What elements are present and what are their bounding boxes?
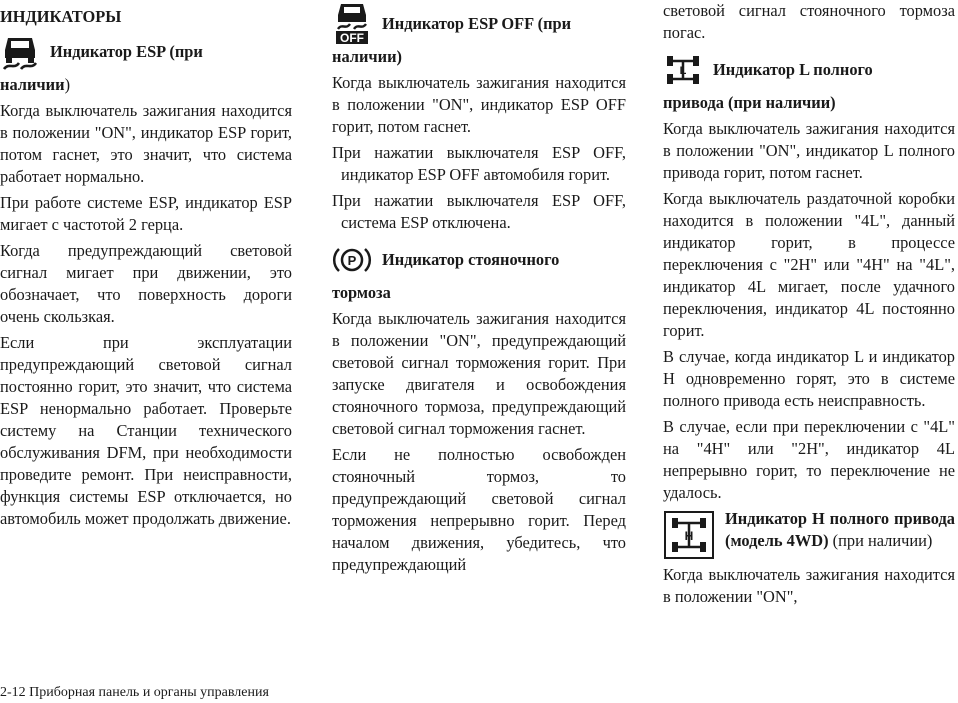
4wd-low-paragraph-2: Когда выключатель раздаточной коробки находится в положении "4L", данный индикатор горит, в процессе переключения с "2H" или "4H" на "4L", индикатор 4L мигает, после удачного переключения, индикатор 4L постоянно горит. <box>663 189 955 340</box>
4wd-high-icon-text: H <box>684 529 694 543</box>
4wd-high-icon <box>663 510 715 560</box>
4wd-low-paragraph-1: Когда выключатель зажигания находится в положении "ON", индикатор L полного привода горит, потом гаснет. <box>663 119 955 182</box>
esp-off-paragraph-2: При нажатии выключателя ESP OFF, индикатор ESP OFF автомобиля горит. <box>332 143 626 184</box>
4wd-low-paragraph-4: В случае, если при переключении с "4L" на "4H" или "2H", индикатор 4L непрерывно горит, то переключение не удалось. <box>663 417 955 502</box>
esp-title-cont-plain: ) <box>64 75 71 94</box>
column-3 <box>663 0 955 612</box>
esp-off-icon-text: OFF <box>340 31 364 45</box>
4wd-high-title-plain: (при наличии) <box>832 531 933 550</box>
parking-paragraph-2: Если не полностью освобожден стояночный тормоз, то предупреждающий световой сигнал торможения непрерывно горит. Перед началом движения, убедитесь, что предупреждающий <box>332 445 626 574</box>
4wd-high-title <box>725 508 955 552</box>
page-footer: 2-12 Приборная панель и органы управления <box>0 685 269 700</box>
esp-paragraph-4: Если при эксплуатации предупреждающий световой сигнал постоянно горит, это значит, что система ESP ненормально работает. Проверьте систему на Станции технического обслуживания DFM, при необходимости проведите ремонт. При неисправности, функция системы ESP отключается, но автомобиль может продолжать движение. <box>0 333 292 528</box>
parking-paragraph-1: Когда выключатель зажигания находится в положении "ON", предупреждающий световой сигнал торможения горит. При запуске двигателя и освобождения стояночного тормоза, предупреждающий световой сигнал торможения гаснет. <box>332 309 626 438</box>
4wd-low-title-cont: привода (при наличии) <box>663 93 836 112</box>
esp-off-title: Индикатор ESP OFF (при <box>382 14 572 33</box>
esp-title-cont-bold: наличии <box>0 75 65 94</box>
esp-heading <box>0 30 292 74</box>
4wd-low-icon <box>663 52 703 88</box>
esp-off-paragraph-1: Когда выключатель зажигания находится в положении "ON", индикатор ESP OFF горит, потом гаснет. <box>332 73 626 136</box>
esp-title: Индикатор ESP (при <box>50 42 203 61</box>
esp-off-paragraph-3: При нажатии выключателя ESP OFF, система ESP отключена. <box>332 191 626 232</box>
parking-brake-title: Индикатор стояночного <box>382 250 560 269</box>
parking-brake-icon-text: P <box>347 253 357 268</box>
4wd-low-paragraph-3: В случае, когда индикатор L и индикатор H одновременно горят, это в системе полного привода есть неисправность. <box>663 347 955 410</box>
4wd-high-paragraph-1: Когда выключатель зажигания находится в положении "ON", <box>663 565 955 606</box>
4wd-low-heading <box>663 48 955 92</box>
esp-car-skid-icon <box>0 34 40 70</box>
esp-title-cont <box>0 74 292 96</box>
parking-brake-heading <box>332 238 626 282</box>
column-1 <box>0 0 292 534</box>
esp-off-icon <box>332 2 372 46</box>
carry-over-text: световой сигнал стояночного тормоза погас. <box>663 1 955 42</box>
esp-paragraph-1: Когда выключатель зажигания находится в положении "ON", индикатор ESP горит, потом гаснет, это значит, что система работает нормально. <box>0 101 292 186</box>
esp-paragraph-3: Когда предупреждающий световой сигнал мигает при движении, это обозначает, что поверхность дороги очень скользкая. <box>0 241 292 326</box>
4wd-low-title: Индикатор L полного <box>713 60 873 79</box>
4wd-low-icon-text: L <box>679 65 687 77</box>
4wd-high-title-bold: Индикатор H полного привода (модель 4WD) <box>725 509 955 550</box>
parking-brake-icon <box>332 245 372 275</box>
parking-brake-title-cont: тормоза <box>332 283 391 302</box>
esp-off-heading <box>332 2 626 46</box>
esp-paragraph-2: При работе системе ESP, индикатор ESP мигает с частотой 2 герца. <box>0 193 292 234</box>
section-title: ИНДИКАТОРЫ <box>0 7 122 26</box>
esp-off-title-cont: наличии) <box>332 47 403 66</box>
4wd-high-heading <box>663 508 955 560</box>
column-2 <box>332 0 626 580</box>
